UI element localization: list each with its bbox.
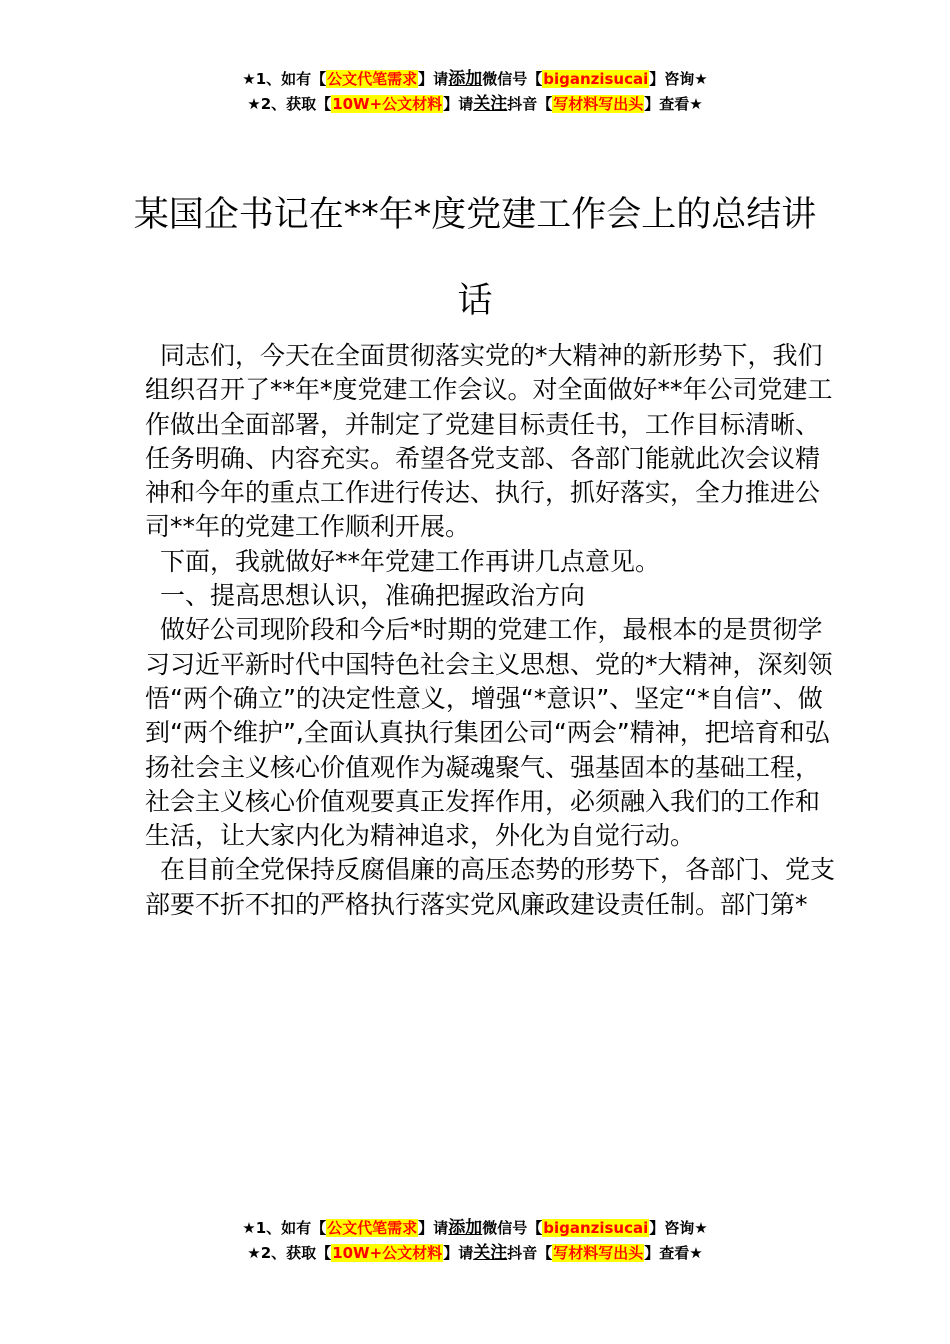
promo-highlight: 写材料写出头 [553,95,644,113]
promo-text: ★2、获取【 [247,95,332,113]
promo-footer [0,1216,950,1266]
paragraph: 在目前全党保持反腐倡廉的高压态势的形势下，各部门、党支部要不折不扣的严格执行落实党风廉政建设责任制。部门第* [145,855,836,919]
promo-text: 】查看★ [644,1244,703,1262]
promo-text: 】咨询★ [649,1219,708,1237]
promo-text: 微信号【 [482,70,543,88]
promo-text: 】请 [418,70,449,88]
document-title: 某国企书记在**年*度党建工作会上的总结讲话 [133,195,817,321]
promo-highlight: biganzisucai [543,1219,649,1237]
promo-text: 抖音【 [507,1244,553,1262]
paragraph: 做好公司现阶段和今后*时期的党建工作，最根本的是贯彻学习习近平新时代中国特色社会主义思想、党的*大精神，深刻领悟“两个确立”的决定性意义，增强“*意识”、坚定“*自信”、做到“两个维护”,全面认真执行集团公司“两会”精神，把培育和弘扬社会主义核心价值观作为凝魂聚气、强基固本的基础工程， 社会主义核心价值观要真正发挥作用，必须融入我们的工作和生活，让大家内化为精神追求，外化为自觉行动。 [145,615,833,851]
promo-line-1 [0,67,950,92]
promo-text: ★1、如有【 [242,1219,327,1237]
promo-highlight: 10W+公文材料 [332,1244,443,1262]
promo-text: 抖音【 [507,95,553,113]
promo-text: ★2、获取【 [247,1244,332,1262]
promo-text: 】请 [443,95,474,113]
paragraph: 下面，我就做好**年党建工作再讲几点意见。 [160,546,661,576]
promo-highlight: 公文代笔需求 [327,70,418,88]
promo-text: 】请 [443,1244,474,1262]
promo-highlight: 写材料写出头 [553,1244,644,1262]
promo-text: ★1、如有【 [242,70,327,88]
promo-highlight: biganzisucai [543,70,649,88]
promo-emphasis: 添加 [448,69,483,89]
section-heading: 一、提高思想认识，准确把握政治方向 [160,581,586,611]
promo-line-2 [0,1241,950,1266]
promo-emphasis: 关注 [473,94,508,114]
promo-text: 】请 [418,1219,449,1237]
promo-emphasis: 关注 [473,1243,508,1263]
promo-line-1 [0,1216,950,1241]
promo-highlight: 10W+公文材料 [332,95,443,113]
promo-text: 】咨询★ [649,70,708,88]
promo-highlight: 公文代笔需求 [327,1219,418,1237]
promo-header [0,67,950,117]
promo-line-2 [0,92,950,117]
promo-text: 微信号【 [482,1219,543,1237]
promo-text: 】查看★ [644,95,703,113]
paragraph: 同志们，今天在全面贯彻落实党的*大精神的新形势下，我们组织召开了**年*度党建工作会议。对全面做好**年公司党建工作做出全面部署，并制定了党建目标责任书，工作目标清晰、任务明确、内容充实。希望各党支部、各部门能就此次会议精神和今年的重点工作进行传达、执行，抓好落实，全力推进公司**年的党建工作顺利开展。 [145,341,833,542]
document-body [145,339,835,922]
promo-emphasis: 添加 [448,1218,483,1238]
